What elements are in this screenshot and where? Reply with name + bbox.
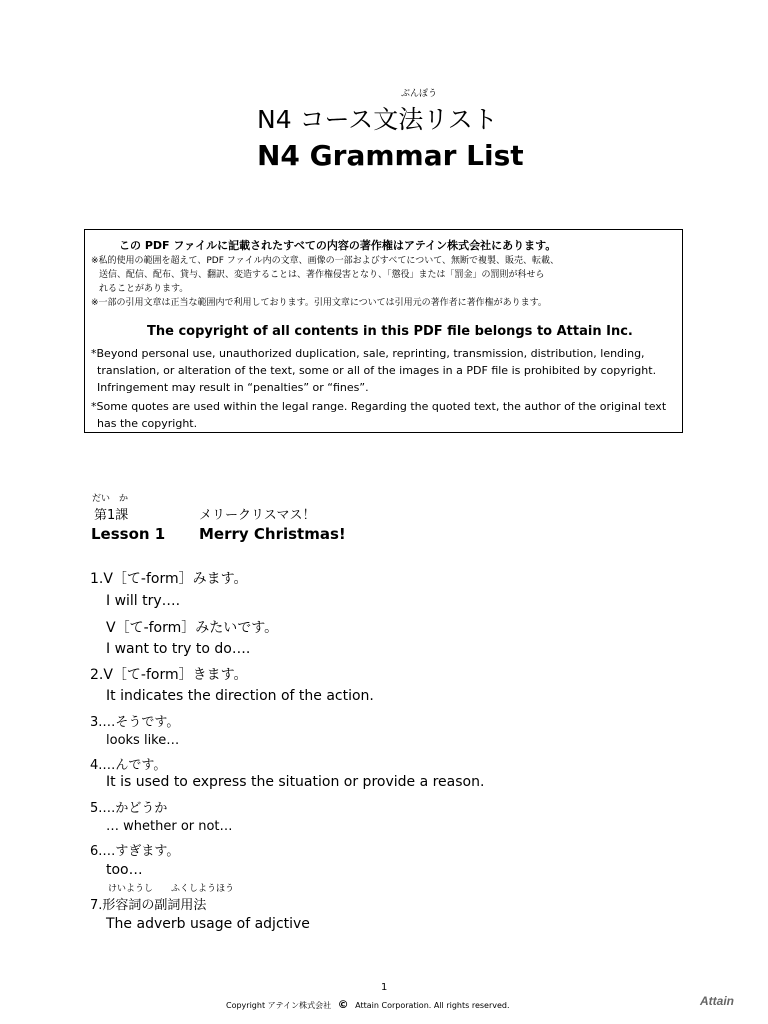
notice-japanese-line: 送信、配信、配布、貸与、翻訳、変造することは、著作権侵害となり、「懲役」または「罰金」の罰則が科せら [99, 270, 545, 280]
grammar-item-6-meaning: too… [106, 862, 143, 878]
grammar-item-7-ruby: けいようし ふくしようほう [108, 884, 235, 894]
title-ruby: ぶんぽう [401, 89, 438, 99]
lesson-title-japanese: メリークリスマス！ [199, 508, 316, 523]
lesson-ruby: だい か [92, 494, 129, 504]
grammar-item-5: 5.…かどうか [90, 801, 168, 816]
grammar-item-1-meaning: I will try…. [106, 593, 181, 609]
grammar-item-2-meaning: It indicates the direction of the action. [106, 688, 374, 704]
copyright-notice-box [84, 229, 683, 433]
notice-japanese-line: ※私的使用の範囲を超えて、PDF ファイル内の文章、画像の一部およびすべてについて、無断で複製、販売、転載、 [91, 256, 560, 266]
page-title-japanese: N4 コース文法リスト [257, 105, 498, 134]
grammar-item-3: 3.…そうです。 [90, 715, 180, 730]
grammar-item-4-meaning: It is used to express the situation or provide a reason. [106, 774, 485, 790]
notice-english-line: *Some quotes are used within the legal range. Regarding the quoted text, the author of the original text [91, 400, 667, 413]
page-title-english: N4 Grammar List [257, 139, 524, 172]
grammar-item-7-meaning: The adverb usage of adjctive [106, 916, 310, 932]
notice-japanese-line: ※一部の引用文章は正当な範囲内で利用しております。引用文章については引用元の著作者に著作権があります。 [91, 298, 547, 308]
notice-english-line: *Beyond personal use, unauthorized duplication, sale, reprinting, transmission, distribution, lending, [91, 347, 645, 360]
grammar-item-5-meaning: … whether or not… [106, 819, 233, 834]
page-number: 1 [381, 982, 388, 993]
notice-english-line: translation, or alteration of the text, some or all of the images in a PDF file is prohibited by copyright. [97, 364, 657, 377]
grammar-item-1-variant-meaning: I want to try to do…. [106, 641, 251, 657]
notice-english-line: has the copyright. [97, 417, 198, 430]
notice-english-line: Infringement may result in “penalties” or “fines”. [97, 381, 369, 394]
grammar-item-6: 6.…すぎます。 [90, 844, 180, 859]
grammar-item-3-meaning: looks like… [106, 733, 180, 748]
lesson-title-english: Merry Christmas! [199, 525, 346, 543]
grammar-item-1: 1.V［て-form］みます。 [90, 571, 248, 587]
notice-japanese-line: れることがあります。 [99, 284, 189, 294]
copyright-icon: © [337, 998, 349, 1011]
notice-heading-japanese: この PDF ファイルに記載されたすべての内容の著作権はアテイン株式会社にあります。 [119, 239, 557, 252]
footer-copyright [226, 998, 510, 1011]
grammar-item-4: 4.…んです。 [90, 758, 167, 773]
notice-heading-english: The copyright of all contents in this PDF file belongs to Attain Inc. [147, 324, 633, 339]
attain-logo: Attain [700, 994, 734, 1008]
grammar-item-7: 7.形容詞の副詞用法 [90, 898, 207, 913]
grammar-item-1-variant: V［て-form］みたいです。 [106, 620, 279, 636]
lesson-number-japanese: 第1課 [94, 508, 129, 523]
footer-copyright-left: Copyright アテイン株式会社 [226, 1001, 332, 1010]
grammar-item-2: 2.V［て-form］きます。 [90, 667, 248, 683]
lesson-number-english: Lesson 1 [91, 525, 166, 543]
footer-copyright-right: Attain Corporation. All rights reserved. [355, 1001, 510, 1010]
